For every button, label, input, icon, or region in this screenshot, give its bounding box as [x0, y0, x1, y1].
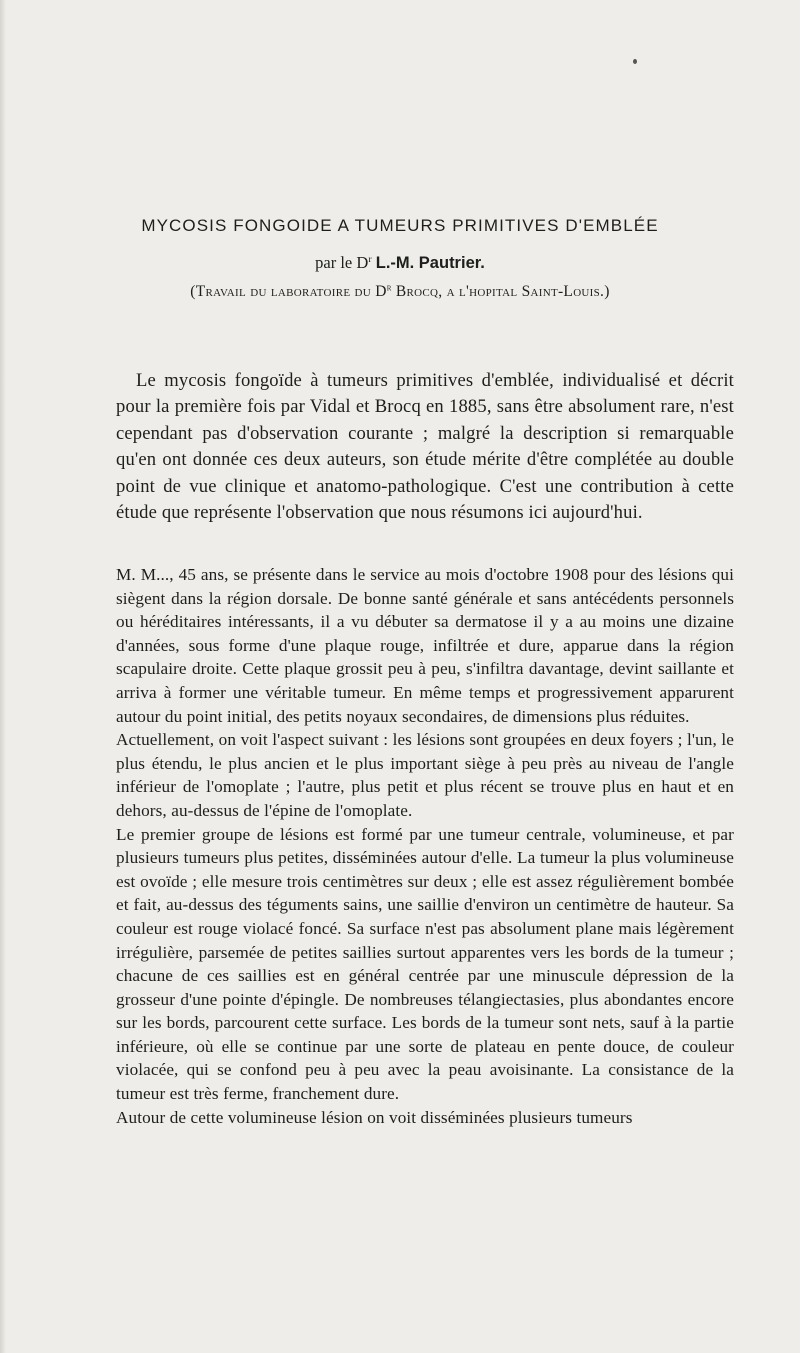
body-text — [116, 563, 734, 1129]
byline-prefix: par le D — [315, 253, 369, 272]
author-name: L.-M. Pautrier. — [375, 254, 485, 272]
affiliation-rest: Brocq, a l'hopital Saint-Louis.) — [391, 283, 610, 300]
paragraph-first-group: Le premier groupe de lésions est formé par une tumeur centrale, volumineuse, et par plusieurs tumeurs plus petites, disséminées autour d'elle. La tumeur la plus volumineuse est ovoïde ; elle mesure trois centimètres sur deux ; elle est assez régulièrement bombée et fait, au-dessus des téguments sains, une saillie d'environ un centimètre de hauteur. Sa couleur est rouge violacé foncé. Sa surface n'est pas absolument plane mais légèrement irrégulière, parsemée de petites saillies surtout apparentes vers les bords de la tumeur ; chacune de ces saillies est en général centrée par une minuscule dépression de la grosseur d'une pointe d'épingle. De nombreuses télangiectasies, plus abondantes encore sur les bords, parcourent cette surface. Les bords de la tumeur sont nets, sauf à la partie inférieure, où elle se continue par une sorte de plateau en pente douce, de couleur violacée, qui se confond peu à peu avec la peau avoisinante. La consistance de la tumeur est très ferme, franchement dure. — [116, 824, 734, 1104]
ink-speck — [633, 59, 637, 64]
affiliation-open: (Travail du laboratoire du D — [190, 283, 387, 300]
page-edge-shadow — [0, 0, 6, 1353]
paragraph-current-aspect: Actuellement, on voit l'aspect suivant : les lésions sont groupées en deux foyers ; l'un, le plus étendu, le plus ancien et le plus important siège à peu près au niveau de l'angle inférieur de l'omoplate ; l'autre, plus petit et plus récent se trouve plus en haut et en dehors, au-dessus de l'épine de l'omoplate. — [116, 730, 734, 820]
paragraph-surrounding-tumors: Autour de cette volumineuse lésion on voit disséminées plusieurs tumeurs — [116, 1107, 633, 1127]
intro-paragraph: Le mycosis fongoïde à tumeurs primitives d'emblée, individualisé et décrit pour la première fois par Vidal et Brocq en 1885, sans être absolument rare, n'est cependant pas d'observation courante ; malgré la description si remarquable qu'en ont donnée ces deux auteurs, son étude mérite d'être complétée au double point de vue clinique et anatomo-pathologique. C'est une contribution à cette étude que représente l'observation que nous résumons ici aujourd'hui. — [116, 370, 734, 524]
byline-prefix-sup: r — [368, 254, 372, 266]
byline — [0, 253, 800, 273]
paragraph-case-history: M. M..., 45 ans, se présente dans le service au mois d'octobre 1908 pour des lésions qui siègent dans la région dorsale. De bonne santé générale et sans antécédents personnels ou héréditaires intéressants, il a vu débuter sa dermatose il y a au moins une dizaine d'années, sous forme d'une plaque rouge, infiltrée et dure, apparue dans la région scapulaire droite. Cette plaque grossit peu à peu, s'infiltra davantage, devint saillante et arriva à former une véritable tumeur. En même temps et progressivement apparurent autour du point initial, des petits noyaux secondaires, de dimensions plus réduites. — [116, 565, 734, 726]
affiliation — [0, 283, 800, 301]
affiliation-sup: r — [386, 283, 392, 294]
article-title: MYCOSIS FONGOIDE A TUMEURS PRIMITIVES D'EMBLÉE — [141, 216, 659, 235]
